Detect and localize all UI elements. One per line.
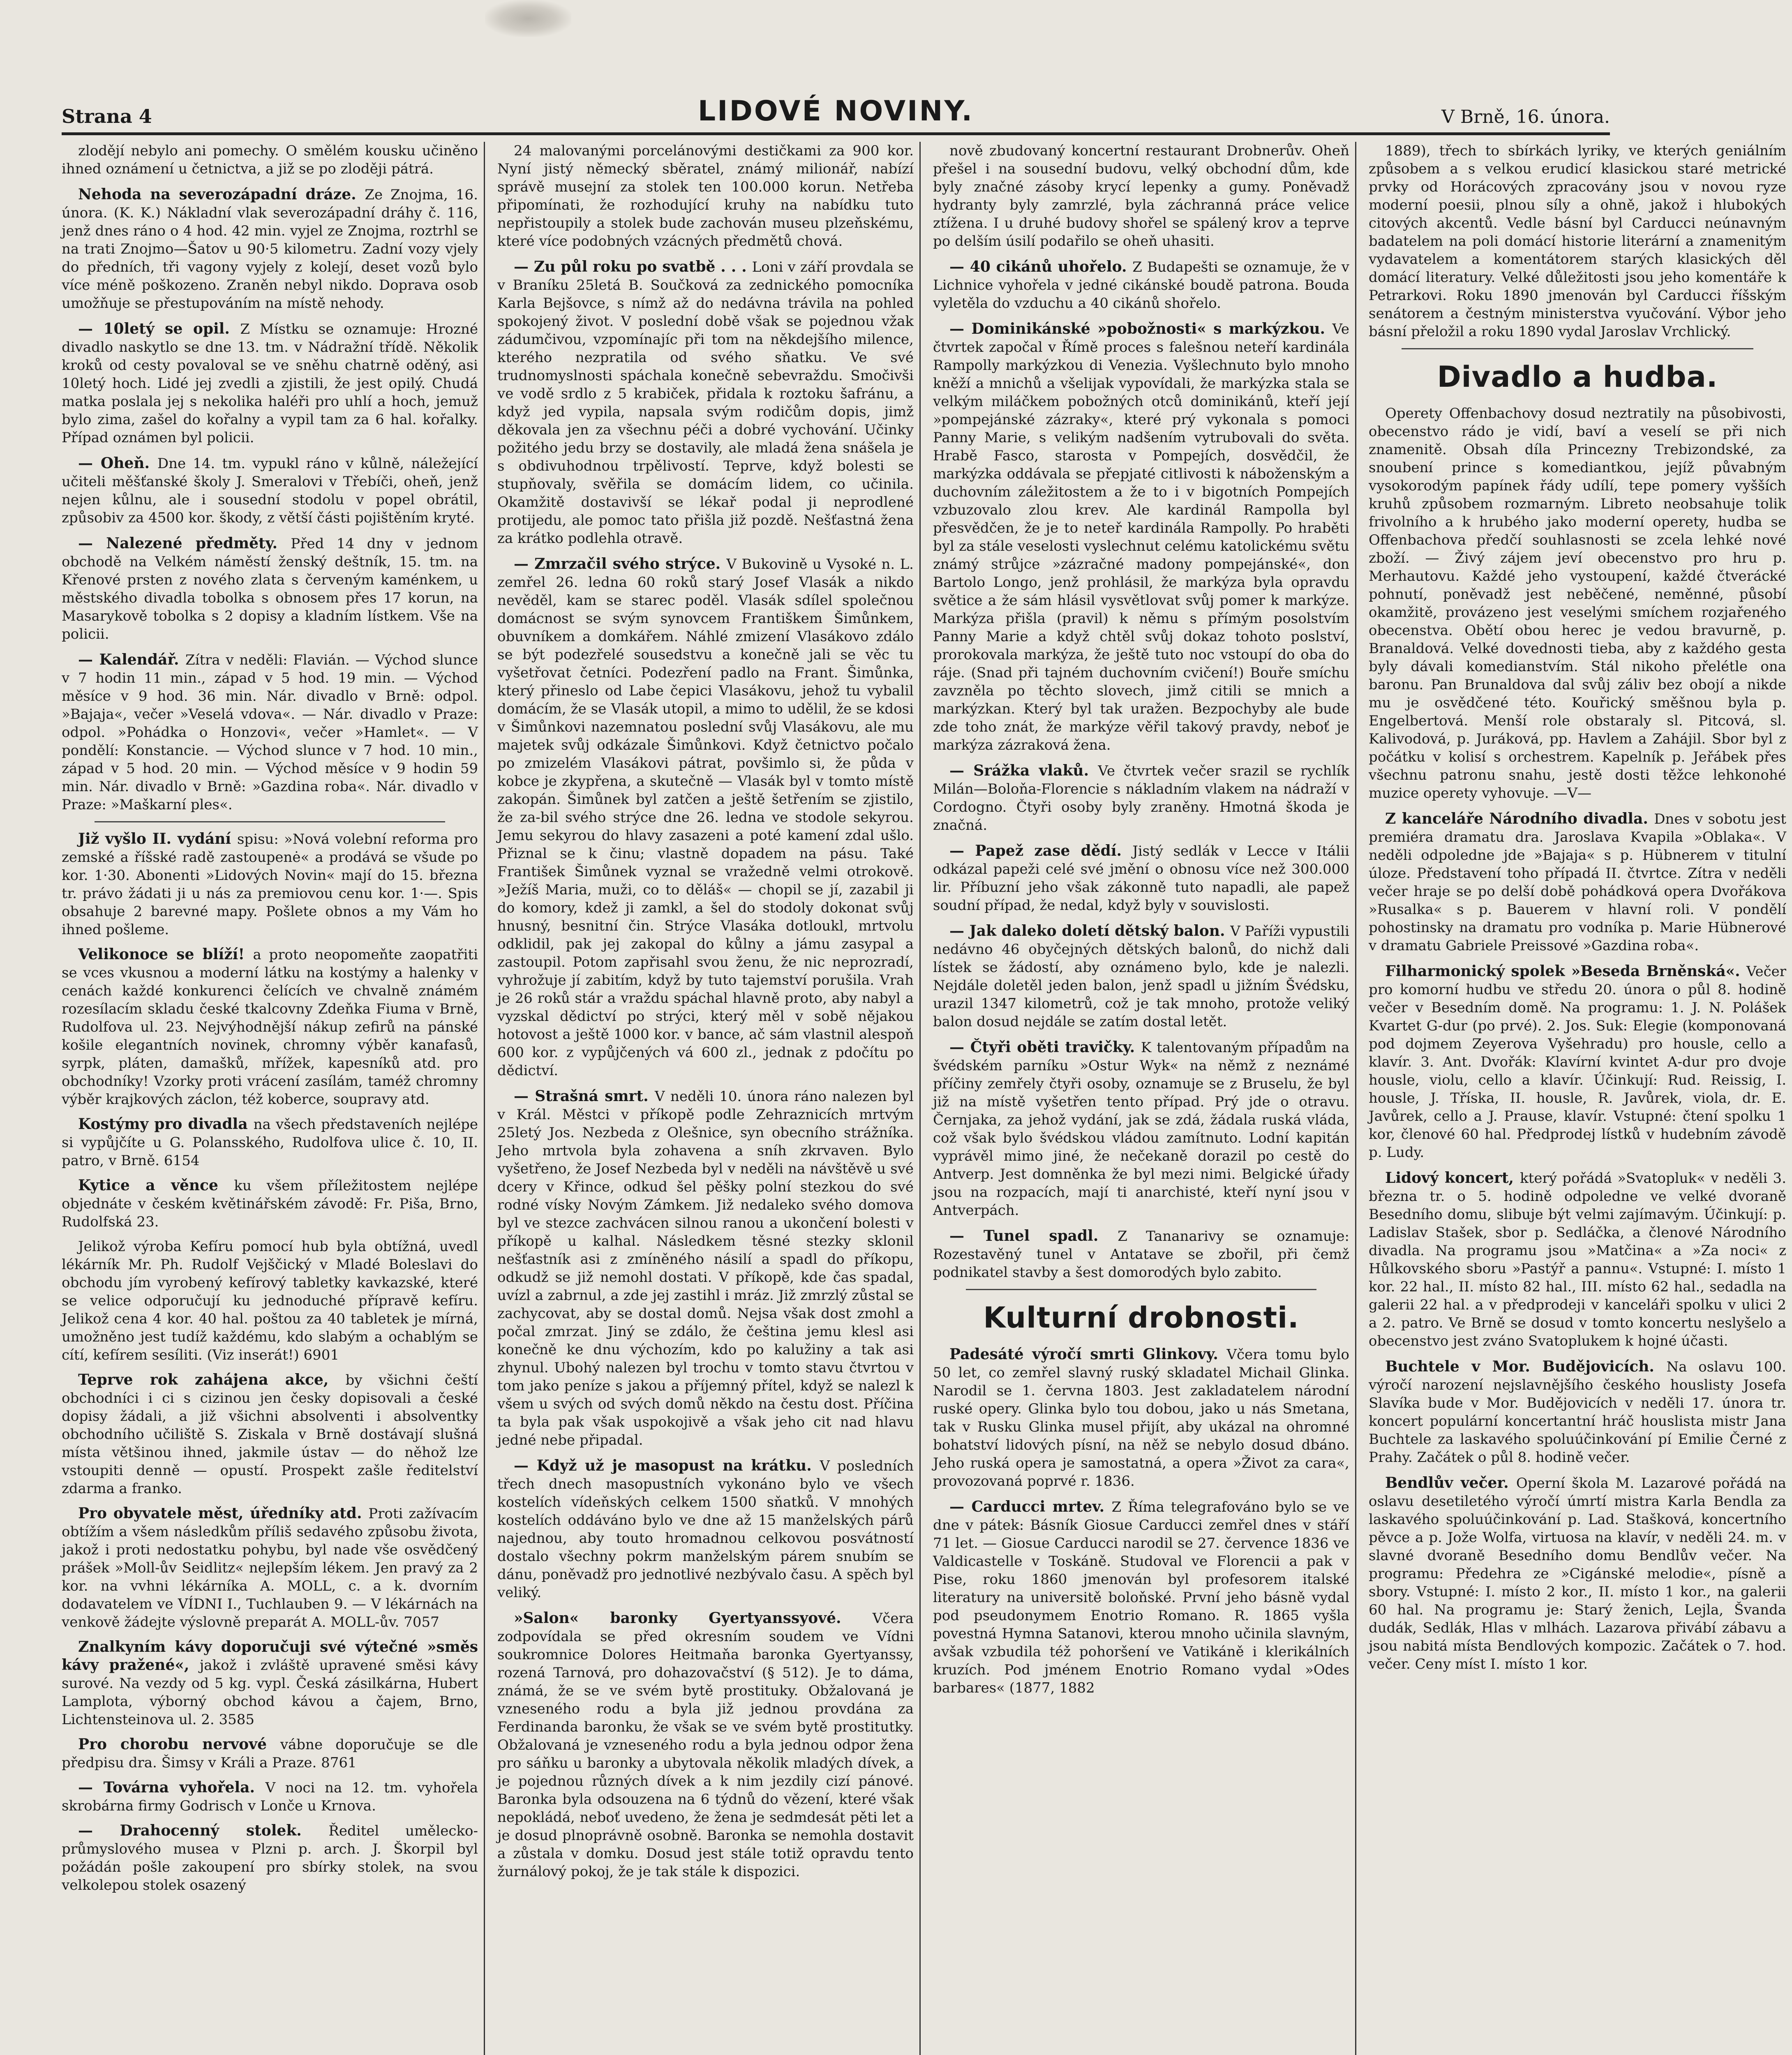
article-headline: Z kanceláře Národního divadla. (1385, 810, 1654, 827)
article-headline: Znalkyním kávy doporučuji své výtečné »směs kávy pražené«, (62, 1638, 478, 1674)
article (62, 1115, 478, 1170)
article-headline: Padesáté výročí smrti Glinkovy. (949, 1346, 1227, 1363)
article-body: a proto neopomeňte zaopatřiti se vces vkusnou a moderní látku na kostýmy a halenky v cenách každé konkurenci čelících ve chvalně známém rozesílacím skladu české tkalcovny Zdeňka Fiuma v Brně, Rudolfova ul. 23. Nejvýhodnější nákup zefirů na pánské košile elegantních novinek, chromny výběr kanafasů, syrpk, pláten, damašků, mřížek, kapesníků atd. pro obchodníky! Vzorky proti vrácení zasílám, taméž chromny výběr krajkových záclon, též koberce, soupravy atd. (62, 947, 478, 1108)
article (497, 1609, 914, 1881)
article-headline: — Strašná smrt. (514, 1088, 655, 1105)
article-headline: — Carducci mrtev. (949, 1498, 1112, 1515)
article-body: V Bukovině u Vysoké n. L. zemřel 26. ledna 60 roků starý Josef Vlasák a nikdo nevěděl, kam se starec poděl. Vlasák sdílel společnou domácnost se svým synovcem Františkem Šimůnkem, obuvníkem a domkářem. Náhlé zmizení Vlasákovo zdálo se být podezřelé sousedstvu a konečně jali se věc tu vyšetřovat četníci. Podezření padlo na Frant. Šimůnka, který přineslo od Labe čepici Vlasákovu, jehož tu vybalil domácím, že se Vlasák utopil, a mimo to udělil, že se kdosi v Šimůnkovi nazemnatou poslední svůj Vlasákovu, ale mu majetek svůj odkázale Šimůnkovi. Když četnictvo počalo po zmizelém Vlasákovi pátrat, povšimlo si, že půda v kobce je zkypřena, a skutečně — Vlasák byl v tomto místě zakopán. Šimůnek byl zatčen a ještě šetřením se zjistilo, že za-bil svého strýce dne 26. ledna ve stodole sekyrou. Jemu sekyrou do hlavy zasazeni a poté kamení zdal ušlo. Přiznal se k činu; vlastně dopadem na pásu. Také František Šimůnek vyznal se vražedně velmi otrokově. »Ježíš Maria, muži, co to děláš« — chopil se jí, zazabil ji do komory, kdež ji zamkl, a šel do stodoly dokonat svůj hnusný, besnitní čin. Strýce Vlasáka dotloukl, mrtvolu odklidil, pak jej zakopal do kůlny a jámu zasypal a zastoupil. Potom zapřisahl svou ženu, že nic neprozradí, vyhrožuje jí zabitím, když by tuto tajemství porušila. Vrah je 26 roků stár a vraždu spáchal hlavně proto, aby nabyl a vyzskal dědictví po strýci, který měl v sobě nějakou hotovost a ještě 1000 kor. v bance, ač sám vlastnil alespoň 600 kor. z vypůjčených vá 600 zl., jednak z pdočítu po dědictví. (497, 556, 914, 1079)
article (1369, 810, 1786, 955)
masthead (62, 95, 1610, 135)
article-headline: — Zu půl roku po svatbě . . . (514, 258, 752, 275)
article (62, 945, 478, 1108)
article-body: zlodějí nebylo ani pomechy. O smělém kousku učiněno ihned oznámení u četnictva, a již se po zloději pátrá. (62, 143, 478, 177)
article-headline: Již vyšlo II. vydání (78, 830, 237, 847)
article-body: Včera tomu bylo 50 let, co zemřel slavný ruský skladatel Michail Glinka. Narodil se 1. června 1803. Jest zakladatelem národní ruské opery. Glinka bylo tou dobou, jako u nás Smetana, tak v Rusku Glinka musel přijít, aby ukázal na ohromné bohatství lidových písní, na něž se nebylo dosud dbáno. Jeho ruská opera je samostatná, a opera »Život za cara«, provozovaná poprvé r. 1836. (933, 1346, 1349, 1489)
article (933, 922, 1349, 1031)
article-headline: — 10letý se opil. (78, 320, 240, 337)
article (497, 1087, 914, 1449)
article (1369, 1474, 1786, 1673)
article-body: Zítra v neděli: Flavián. — Východ slunce v 7 hodin 11 min., západ v 5 hod. 19 min. — Východ měsíce v 9 hod. 36 min. Nár. divadlo v Brně: odpol. »Bajaja«, večer »Veselá vdova«. — Nár. divadlo v Praze: odpol. »Pohádka o Honzovi«, večer »Hamlet«. — V pondělí: Konstancie. — Východ slunce v 7 hod. 10 min., západ v 5 hod. 20 min. — Východ měsíce v 9 hodin 59 min. Nár. divadlo v Brně: »Gazdina roba«. Nár. divadlo v Praze: »Maškarní ples«. (62, 652, 478, 813)
article (62, 830, 478, 939)
article-body: Z Místku se oznamuje: Hrozné divadlo naskytlo se dne 13. tm. v Nádražní třídě. Několik kroků od cesty povaloval se ve sněhu chatrně oděný, asi 10letý hoch. Lidé jej zvedli a zjistili, že jest opilý. Chudá matka poslala jej s nekolika haléři pro uhlí a hoch, jemuž bylo zima, zašel do kořalny a vypil tam za 6 hal. kořalky. Případ oznámen byl policii. (62, 321, 478, 446)
article-headline: Kostýmy pro divadla (78, 1115, 254, 1133)
column-2 (497, 142, 921, 2055)
page-number: Strana 4 (62, 105, 152, 127)
article (1369, 142, 1786, 341)
article-body: Jistý sedlák v Lecce v Itálii odkázal papeži celé své jmění o obnosu více než 300.000 lir. Příbuzní jeho však zákonně tuto napadli, ale papež soudní případ, že nedal, když byly v souvislosti. (933, 843, 1349, 914)
article-headline: — Továrna vyhořela. (78, 1779, 266, 1796)
article (933, 258, 1349, 312)
article-headline: Pro obyvatele měst, úředníky atd. (78, 1505, 369, 1522)
article (933, 1345, 1349, 1490)
article (933, 1227, 1349, 1281)
article (933, 142, 1349, 250)
article (933, 762, 1349, 834)
article (62, 651, 478, 814)
article-body: Před 14 dny v jednom obchodě na Velkém náměstí ženský deštník, 15. tm. na Křenové prsten z nového zlata s červeným kaménkem, u městského divadla tobolka s obnosem přes 17 korun, na Masarykově tobolka s 2 dopisy a kladním lístkem. Vše na policii. (62, 536, 478, 642)
article-headline: Filharmonický spolek »Beseda Brněnská«. (1385, 963, 1747, 980)
article (62, 1735, 478, 1772)
article-headline: — Kalendář. (78, 651, 185, 668)
date-line: V Brně, 16. února. (1441, 106, 1610, 127)
article-headline: — Drahocenný stolek. (78, 1822, 329, 1839)
article-body: Ze Znojma, 16. února. (K. K.) Nákladní vlak severozápadní dráhy č. 116, jenž dnes ráno o 4 hod. 42 min. vyjel ze Znojma, roztrhl se na trati Znojmo—Šatov u 90·5 kilometru. Zadní vozy vjely do předních, tři vagony vyjely z kolejí, deset vozů bylo více méně poškozeno. Zraněn nebyl nikdo. Doprava osob umožňuje se přestupováním na místě nehody. (62, 187, 478, 312)
divider (1402, 348, 1753, 349)
article (497, 142, 914, 250)
article (1369, 1358, 1786, 1466)
article (62, 1371, 478, 1498)
article-body: vábne doporučuje se dle předpisu dra. Šimsy v Králi a Praze. 8761 (62, 1736, 478, 1771)
column-3 (933, 142, 1356, 2055)
article (62, 1176, 478, 1231)
article (933, 842, 1349, 914)
article (62, 1778, 478, 1815)
article-headline: Velikonoce se blíží! (78, 946, 253, 963)
article-headline: Buchtele v Mor. Budějovicích. (1385, 1358, 1667, 1375)
article-headline: — Tunel spadl. (949, 1227, 1118, 1245)
divider (95, 821, 445, 822)
article-body: by všichni čeští obchodníci i ci s cizinou jen česky dopisovali a české dopisy žádali, a již všichni absolventi i absolventky obchodního učiliště S. Ziskala v Brně dostávají slušná místa většinou ihned, jakmile ústav — do něhož lze vstoupiti denně — opustí. Prospekt zašle ředitelství zdarma a franko. (62, 1372, 478, 1497)
article-headline: — Srážka vlaků. (949, 762, 1098, 779)
article-body: Operní škola M. Lazarové pořádá na oslavu desetiletého výročí úmrtí mistra Karla Bendla za laskavého spoluúčinkování p. Lad. Stašková, koncertního pěvce a p. Jože Wolfa, virtuosa na klavír, v neděli 24. m. v slavné dvoraně Besedního domu Bendlův večer. Na programu: Předehra ze »Cigánské melodie«, písně a sbory. Vstupné: I. místo 2 kor., II. místo 1 kor., na galerii 60 hal. Na programu je: Starý ženich, Lejla, Švanda dudák, Sedlák, Hlas v mlhách. Lazarova přivábí zábavu a jsou nabitá místa Bendlových kompozic. Začátek o 7. hod. večer. Ceny míst I. místo 1 kor. (1369, 1475, 1786, 1672)
article-body: K talentovaným případům na švédském parníku »Ostur Wyk« na němž z neznámé příčiny zemřely čtyři osoby, oznamuje se z Bruselu, že byl již na místě vyšetřen tento případ. Prý jde o otravu. Černjaka, za jehož vydání, jak se zdá, žádala ruská vláda, což však bylo švédskou vládou zamítnuto. Lodní kapitán vyprávěl mimo jiné, že nečekaně dorazil po cestě do Antverp. Jest domněnka že byl mezi nimi. Belgické úřady jsou na rozpacích, mají ti anarchisté, kteří nyní jsou v Antverpách. (933, 1039, 1349, 1219)
article-headline: — Papež zase dědí. (949, 842, 1133, 859)
article-body: Z Říma telegrafováno bylo se ve dne v pátek: Básník Giosue Carducci zemřel dnes v stáří 71 let. — Giosue Carducci narodil se 27. července 1836 ve Valdicastelle v Toskáně. Studoval ve Florencii a pak v Pise, roku 1860 jmenován byl profesorem italské literatury na universitě boloňské. První jeho básně vydal pod pseudonymem Enotrio Romano. R. 1865 vyšla povestná Hymna Satanovi, kterou mnoho učinila slavným, avšak vzbudila též pohoršení ve Vatikáně i klerikálních kruzích. Pod jménem Enotrio Romano vydal »Odes barbares« (1877, 1882 (933, 1499, 1350, 1696)
article (933, 1498, 1349, 1697)
section-title: Kulturní drobnosti. (983, 1301, 1299, 1335)
article-body: Ve čtvrtek započal v Římě proces s falešnou neteří kardinála Rampolly markýzkou di Venezia. Vyšlechnuto bylo mnoho kněží a mnichů a všelijak vypovídali, že markýzka stala se velkým miláčkem pobožných otců dominikánů, kteří její »pompejánské zázraky«, které prý vykonala s pomoci Panny Marie, s velikým nadšením vytrubovali do světa. Hrabě Fasco, starosta v Pompejích, dosvědčil, že markýzka oddávala se přepjaté citlivosti k náboženským a duchovním záležitostem a že to i v bigotních Pompejích vzbuzovalo zlou krev. Ale kardinál Rampolla byl přesvědčen, že je to neteř kardinála Rampolly. Po hraběti byl za stále veselosti vyslechnut celému katolickému světu známý strůjce »zázračné madony pompejánské«, don Bartolo Longo, jenž prohlásil, že markýza byla opravdu světice a že sám hlásil vysvětlovat svůj pomer k markýze. Markýza přišla (pravil) k němu s přímým posolstvím Panny Marie a když chtěl svůj dokaz tohoto poslství, prorokovala markýza, že ještě tuto noc vstoupí do oba do ráje. (Snad při tajném duchovním cvičení!) Bouře smíchu zavzněla po těchto slovech, jimž citili se mnich a markýzkan. Který byl tak uražen. Bezpochyby ale bude zde toho znát, že markýze věřil takový pravdy, neboť je markýza zázraková žena. (933, 321, 1349, 753)
article-body: Proti zažívacím obtížím a všem následkům příliš sedavého způsobu života, jakož i proti nedostatku pohybu, byl nade vše osvědčený prášek »Moll-ův Seidlitz« nejlepším lékem. Jen pravý za 2 kor. na vvhni lékárníka A. MOLL, c. a k. dvorním dodavatelem ve VÍDNI I., Tuchlauben 9. — V lékárnách na venkově žádejte výslovně preparát A. MOLL-ův. 7057 (62, 1505, 478, 1630)
article-body: nově zbudovaný koncertní restaurant Drobnerův. Oheň přešel i na sousední budovu, velký obchodní dům, kde byly značné zásoby krycí lepenky a gumy. Poněvadž hydranty byly zamrzlé, byla záchranná práce velice ztížena. I u druhé budovy shořel se spálený krov a teprve po delším úsilí podařilo se oheň uhasiti. (933, 143, 1349, 249)
article-body: Loni v září provdala se v Braníku 25letá B. Součková za zednického pomocníka Karla Bejšovce, s nímž až do nedávna trávila na pohled spokojený život. V poslední době však se pojednou vžak zádumčivou, vzpomínajíc při tom na někdejšího milence, kterého nezpratila od svého sňatku. Ve své trudnomyslnosti spáchala konečně sebevraždu. Smočivši ve vodě srdlo z 5 krabiček, přidala k roztoku šafránu, a když jed vypila, napsala svým rodičům dopis, jimž děkovala jen za všechnu péči a dobré vychování. Učinky požitého jedu brzy se dostavily, ale mladá žena snášela je s obdivuhodnou trpělivostí. Teprve, když bolesti se stupňovaly, svěřila se domácím lidem, co učinila. Okamžitě dostavivší se lékař podal ji neprodlené protijedu, ale pomoc tato přišla již pozdě. Nešťastná žena za krátko podlehla otravě. (497, 259, 914, 547)
article (62, 185, 478, 312)
article-headline: — Nalezené předměty. (78, 535, 291, 552)
article (62, 534, 478, 643)
article-body: V posledních třech dnech masopustních vykonáno bylo ve všech kostelích vídeňských celkem 1500 sňatků. V mnohých kostelích oddáváno bylo ve dne až 15 manželských párů najednou, aby touto hromadnou celkovou posvátností dostalo všechny pokrm manželským párem snubím se dánu, poněvadž pro jednotlivé nezbývalo času. A spěch byl veliký. (497, 1458, 914, 1601)
article-body: ku všem příležitostem nejlépe objednáte v českém květinářském závodě: Fr. Piša, Brno, Rudolfská 23. (62, 1178, 478, 1230)
article-headline: »Salon« baronky Gyertyanssyové. (514, 1609, 873, 1627)
article (62, 1638, 478, 1729)
article-body: Dne 14. tm. vypukl ráno v kůlně, náležející učiteli měšťanské školy J. Smeralovi v Třebíči, oheň, jenž nejen kůlnu, ale i sousední stodolu v popel obrátil, způsobiv za 4500 kor. škody, z větší části pojištěním kryté. (62, 455, 478, 526)
article-body: spisu: »Nová volební reforma pro zemské a říšské radě zastoupenė« a prodává se všude po kor. 1·30. Abonenti »Lidových Novin« mají do 15. března tr. právo žádati ji u nás za premiovou cenu kor. 1·—. Spis obsahuje 2 barevné mapy. Pošlete obnos a my Vám ho ihned pošleme. (62, 831, 478, 938)
article-headline: — Zmrzačil svého strýce. (514, 555, 727, 573)
article (1369, 1169, 1786, 1350)
article (62, 1822, 478, 1894)
article-headline: Bendlův večer. (1385, 1474, 1516, 1492)
column-4 (1369, 142, 1792, 2055)
article-headline: — Dominikánské »pobožnosti« s markýzkou. (949, 320, 1332, 337)
paper-stain (485, 0, 571, 37)
article-headline: Kytice a věnce (78, 1177, 234, 1194)
article (1369, 404, 1786, 802)
article-headline: Pro chorobu nervové (78, 1736, 280, 1753)
article-headline: — Oheň. (78, 455, 157, 472)
article-body: Z Budapešti se oznamuje, že v Lichnice vyhořela v jedné cikánské boudě patrona. Bouda vyletěla do vzduchu a 40 cikánů shořelo. (933, 259, 1350, 312)
section-title: Divadlo a hudba. (1437, 360, 1718, 394)
article (933, 320, 1349, 754)
paper-name: LIDOVÉ NOVINY. (697, 95, 974, 127)
article-headline: — Jak daleko doletí dětský balon. (949, 922, 1231, 940)
article-headline: — Když už je masopust na krátku. (514, 1457, 820, 1474)
article-body: 24 malovanými porcelánovými destičkami za 900 kor. Nyní jistý německý sběratel, známý milionář, nabízí správě musejní za stolek ten 100.000 korun. Netřeba připomínati, že rozhodující kruhy na nabídku tuto nepřistoupily a stolek bude zachován museu plzeňskému, které více podobných vzácných předmětů chová. (497, 143, 914, 249)
article (62, 320, 478, 447)
article-body: Na oslavu 100. výročí narození nejslavnějšího českého houslisty Josefa Slavíka bude v Mor. Budějovicích v neděli 17. února tr. koncert populární koncertantní hráč houslista mistr Jana Buchtele za laskavého spoluúčinkování pí Emilie Černé z Prahy. Začátek o půl 8. hodině večer. (1369, 1359, 1786, 1466)
article-body: jakož i zvláště upravené směsi kávy surové. Na vezdy od 5 kg. vypl. Česká zásilkárna, Hubert Lamplota, výborný obchod kávou a čajem, Brno, Lichtensteinova ul. 2. 3585 (62, 1657, 478, 1728)
article (62, 454, 478, 527)
article-body: Z Tananarivy se oznamuje: Rozestavěný tunel v Antatave se zbořil, při čemž podnikatel stavby a šest domorodých bylo zabito. (933, 1228, 1349, 1281)
article (1369, 962, 1786, 1161)
article-headline: Lidový koncert, (1385, 1169, 1520, 1187)
article-body: který pořádá »Svatopluk« v neděli 3. března tr. o 5. hodině odpoledne ve velké dvoraně Besedního domu, slibuje být velmi zajímavým. Účinkují: p. Ladislav Stašek, sbor p. Sedláčka, a členové Národního divadla. Na programu jsou »Matčina« a »Za noci« z Hůlkovského sboru »Pastýř a pannu«. Vstupné: I. místo 1 kor. 22 hal., II. místo 82 hal., III. místo 62 hal., sedadla na galerii 22 hal. a v předprodeji v kanceláři spolku v ulici 2 a 2. patro. Ve Brně se dosud v tomto koncertu neslyšelo a obecenstvo jest zváno Svatoplukem k hojné účasti. (1369, 1170, 1787, 1349)
column-1 (62, 142, 485, 2055)
article (497, 555, 914, 1080)
article-body: Včera zodpovídala se před okresním soudem ve Vídni soukromnice Dolores Heitmaňa baronka Gyertyanssy, rozená Tarnová, pro dohazovačství (§ 512). Je to dáma, známá, že se ve svém bytě prostituky. Obžalovaná je vzneseného rodu a byla již jednou provdána za Ferdinanda baronku, že však se ve svém bytě prostitutky. Obžalovaná je vzneseného rodu a byla jednou odpor žena pro sáňku u baronky a ubytovala několik mladých dívek, a je pojednou různých dívek a k nim jezdily cizí pánové. Baronka byla odsouzena na 6 týdnů do vězení, které však nepokládá, neboť uvedeno, že žena je sedmdesát pěti let a je dosud plnoprávně osobně. Baronka se nemohla dostavit a zůstala v domku. Dosud jest stále totiž opravdu tento žurnálový pokoj, že je tak stále k dispozici. (497, 1610, 914, 1880)
article-headline: Teprve rok zahájena akce, (78, 1371, 346, 1388)
article-body: Jelikož výroba Kefíru pomocí hub byla obtížná, uvedl lékárník Mr. Ph. Rudolf Vejščický v Mladé Boleslavi do obchodu jím vyrobený kefírový tabletky kavkazské, které se velice odporučují ku jednoduché přípravě kefíru. Jelikož cena 4 kor. 40 hal. poštou za 40 tabletek je mírná, umožněno jest tudíž každému, kdo slabým a ochablým se cítí, kefírem sesíliti. (Viz inserát!) 6901 (62, 1238, 478, 1363)
article-body: Operety Offenbachovy dosud neztratily na působivosti, obecenstvo rádo je vidí, baví a veselí se při nich znamenitě. Obsah díla Princezny Trebizondské, za snoubení prince s komediantkou, jejíž půvabným vysokorodým papínek řády udílí, tepe pomery vyšších kruhů způsobem rozmarným. Libreto neobsahuje tolik frivolního a k hrubého jako moderní operety, hudba se Offenbachova předčí souhlasnosti se zcela lehké nové zboží. — Živý zájem jeví obecenstvo pro hru p. Merhautovu. Každé jeho vystoupení, každé čtverácké pohnutí, poněvadž jest neběčené, neměnné, působí okamžitě, provázeno jest veselými smíchem rozjařeného obecenstva. Obětí obou herec je vedou bravurně, p. Branaldová. Velké dovednosti tieba, aby z každého gesta byly dávali komedianstvím. Stál nikoho přelétle ona baronu. Pan Brunaldova dal svůj záliv bez obojí a nikde mu je osvědčené této. Kouřický směšnou byla p. Engelbertová. Menší role obstaraly sl. Pitcová, sl. Kalivodová, p. Juráková, pp. Havlem a Zahájil. Sbor byl z počátku v kolisí s orchestrem. Kapelník p. Jeřábek přes všechnu patronu snahu, jestě dosti těžce lehkonohé muzice operety vyhovuje. —V— (1369, 405, 1786, 801)
article (62, 1238, 478, 1364)
article (497, 1457, 914, 1602)
article (62, 1504, 478, 1631)
divider (966, 1289, 1316, 1290)
article-body: Ve čtvrtek večer srazil se rychlík Milán—Boloňa-Florencie s nákladním vlakem na nádraží v Cordogno. Čtyři osoby byly zraněny. Hmotná škoda je značná. (933, 763, 1349, 834)
article-body: Večer pro komorní hudbu ve středu 20. února o půl 8. hodině večer v Besedním domě. Na programu: 1. J. N. Polášek Kvartet G-dur (po prvé). 2. Jos. Suk: Elegie (komponovaná pod dojmem Zeyerova Vyšehradu) pro housle, cello a klavír. 3. Ant. Dvořák: Klavírní kvintet A-dur pro dvoje housle, violu, cello a klavír. Účinkují: Rud. Reissig, I. housle, J. Tříska, II. housle, R. Javůrek, viola, dr. E. Javůrek, cello a J. Prause, klavír. Vstupné: čtení spolku 1 kor, členové 60 hal. Předprodej lístků v hudebním závodě p. Ludy. (1369, 963, 1786, 1161)
article-body: Dnes v sobotu jest premiéra dramatu dra. Jaroslava Kvapila »Oblaka«. V neděli odpoledne jde »Bajaja« s p. Hübnerem v titulní úloze. Představení toho případá II. čtvrtce. Zítra v neděli večer hraje se po delší době pohádková opera Dvořákova »Rusalka« s p. Bauerem v hlavní roli. V pondělí pohostinsky na dramatu pro vodníka p. Marie Hübnerové v dramatu Gabriele Preissové »Gazdina roba«. (1369, 811, 1786, 954)
article-body: V neděli 10. února ráno nalezen byl v Král. Městci v příkopě podle Zehraznicích mrtvým 25letý Jos. Nezbeda z Olešnice, syn obecního strážníka. Jeho mrtvola byla zohavena a sníh zkrvaven. Bylo vyšetřeno, že Josef Nezbeda byl v neděli na návštěvě u své dcery v Křince, odkud šel pěšky polní stezkou do své rodné vísky Novým Zámkem. Již nedaleko svého domova byl ve stezce zachvácen silnou ranou a ukončení bolesti v příkopě u kalhal. Následkem těsné stezky sklonil nešťastník asi z zmíněného násilí a spadl do příkopu, odkudž se již nemohl dostati. V příkopě, kde čas spadal, uvízl a zabrnul, a zde jej zastihl i mráz. Již zmrzlý zůstal se zachycovat, aby se dostal domů. Nejsa však dost zmohl a počal zmrzat. Jiný se zdálo, že čeština jemu klesl asi konečně ke dnu výchozím, kdo po kalužiny a tak asi zhynul. Ubohý nalezen byl trochu v tomto stavu čtvrtou v tom jako peníze s jakou a příjemný přítel, když se nalezl k všem u svých od svých domů někdo na čestu dost. Příčina ta byla pak však uspokojivě a však jeho cit nad hlavu jedné nebe připadal. (497, 1088, 914, 1448)
article (933, 1038, 1349, 1219)
article (62, 142, 478, 178)
columns (62, 142, 1787, 2055)
article-headline: — Čtyři oběti travičky. (949, 1039, 1141, 1056)
article-headline: — 40 cikánů uhořelo. (949, 258, 1133, 275)
article-body: Ředitel umělecko-průmyslového musea v Plzni p. arch. J. Škorpil byl požádán pošle zakoupení pro sbírky stolek, na svou velkolepou stolek osazený (62, 1823, 478, 1893)
article-body: V Paříži vypustili nedávno 46 obyčejných dětských balonů, do nichž dali lístek se žádostí, aby oznámeno bylo, kde je nalezli. Nejdále doletěl jeden balon, jenž spadl u jižním Švédsku, urazil 1347 kilometrů, což je tak mnoho, protože veliký balon dosud nejdále se zatím dostal letět. (933, 923, 1349, 1030)
article-headline: Nehoda na severozápadní dráze. (78, 186, 365, 203)
article-body: na všech představeních nejlépe si vypůjčíte u G. Polansského, Rudolfova ulice č. 10, II. patro, v Brně. 6154 (62, 1116, 478, 1169)
article-body: V noci na 12. tm. vyhořela skrobárna firmy Godrisch v Lonče u Krnova. (62, 1780, 478, 1814)
article (497, 258, 914, 547)
article-body: 1889), třech to sbírkách lyriky, ve kterých geniálním způsobem a s velkou erudicí klasickou staré metrické prvky od Horácových zpracovány jsou v novou ryze moderní poesii, plnou síly a ohně, jakož i hlubokých citových akcentů. Vedle básní byl Carducci neúnavným badatelem na poli domácí historie literární a znamenitým vydavatelem a komentátorem starých klasických děl domácí literatury. Velké důležitosti jsou jeho komentáře k Petrarkovi. Roku 1890 jmenován byl Carducci říšským senátorem a čestným ministerstva vyučování. Výbor jeho básní přeložil a roku 1890 vydal Jaroslav Vrchlický. (1369, 143, 1786, 340)
